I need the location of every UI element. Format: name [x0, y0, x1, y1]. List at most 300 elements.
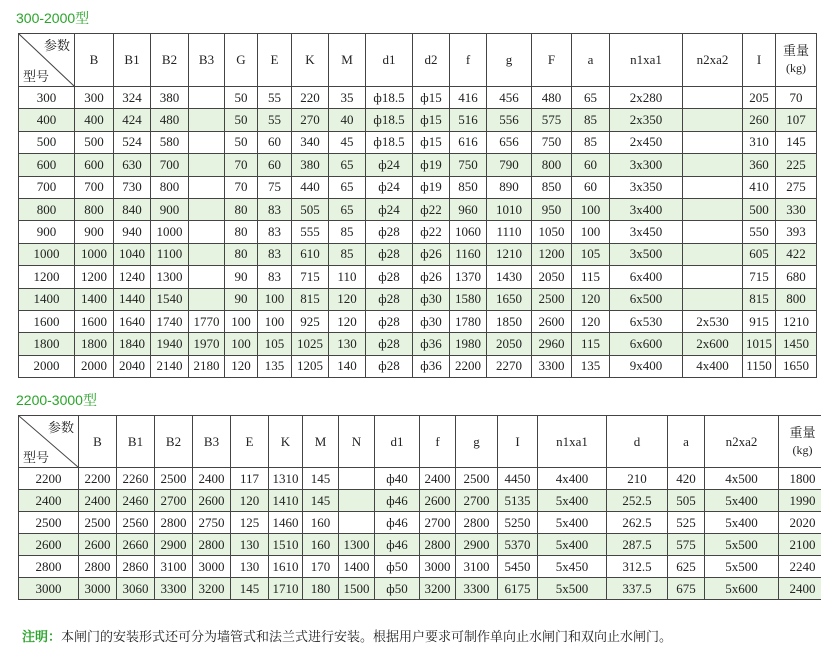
table-cell: 312.5 [607, 556, 668, 578]
table-cell: 5x500 [538, 578, 607, 600]
column-header: E [258, 34, 292, 87]
table-cell: 600 [75, 154, 114, 176]
table-cell: ф46 [375, 512, 420, 534]
table-cell: 2x450 [610, 131, 683, 153]
table-cell [189, 288, 225, 310]
table-cell: 2180 [189, 355, 225, 377]
corner-param-label: 参数 [47, 421, 74, 436]
table-cell: 2400 [193, 468, 231, 490]
table-cell: ф24 [366, 198, 413, 220]
table-cell: 3200 [420, 578, 456, 600]
table-cell: 3x300 [610, 154, 683, 176]
table-cell: ф46 [375, 534, 420, 556]
table-cell [189, 198, 225, 220]
column-header-weight: 重量 (kg) [779, 416, 821, 468]
table-cell: 2600 [193, 490, 231, 512]
table-cell: 140 [329, 355, 366, 377]
table-cell: 2500 [79, 512, 117, 534]
table-cell: 2x530 [683, 310, 743, 332]
column-header: N [339, 416, 375, 468]
table-cell: 422 [776, 243, 817, 265]
table-cell: 2800 [155, 512, 193, 534]
table-cell: 850 [532, 176, 572, 198]
table-cell: 2800 [420, 534, 456, 556]
table-cell: 60 [572, 176, 610, 198]
table-cell: 1200 [75, 266, 114, 288]
table-cell: ф26 [413, 266, 450, 288]
column-header: a [572, 34, 610, 87]
table-cell: 800 [532, 154, 572, 176]
table-cell: ф19 [413, 154, 450, 176]
table-cell: 120 [231, 490, 269, 512]
table-cell: 850 [450, 176, 487, 198]
table-cell: 5x400 [705, 490, 779, 512]
table-cell: 130 [329, 333, 366, 355]
table-cell: 260 [743, 109, 776, 131]
table-cell: 55 [258, 109, 292, 131]
table-cell: 135 [572, 355, 610, 377]
table-cell: 575 [668, 534, 705, 556]
table-cell: 337.5 [607, 578, 668, 600]
table-row [19, 578, 821, 600]
table-cell: 2400 [779, 578, 821, 600]
table-cell: 105 [258, 333, 292, 355]
table-cell: 420 [668, 468, 705, 490]
table-cell: 700 [151, 154, 189, 176]
header-corner [19, 416, 79, 468]
model-cell: 900 [19, 221, 75, 243]
table-cell: 1990 [779, 490, 821, 512]
table-cell: 2x350 [610, 109, 683, 131]
table-cell: ф24 [366, 176, 413, 198]
table-cell: 400 [75, 109, 114, 131]
table-cell: 170 [303, 556, 339, 578]
table-row [19, 490, 821, 512]
column-header: F [532, 34, 572, 87]
header-row [19, 34, 817, 87]
table-cell: 2x600 [683, 333, 743, 355]
model-cell: 3000 [19, 578, 79, 600]
table-cell: ф46 [375, 490, 420, 512]
table-cell: 107 [776, 109, 817, 131]
table-cell: 4x400 [683, 355, 743, 377]
table-cell: 800 [776, 288, 817, 310]
table-cell: 1650 [776, 355, 817, 377]
table-cell: 2260 [117, 468, 155, 490]
table-cell: 2270 [487, 355, 532, 377]
table-cell: ф50 [375, 578, 420, 600]
table-cell: 80 [225, 243, 258, 265]
table-cell: 145 [303, 468, 339, 490]
table-cell: 330 [776, 198, 817, 220]
table-cell: 2700 [456, 490, 498, 512]
column-header: g [456, 416, 498, 468]
model-cell: 1000 [19, 243, 75, 265]
table-cell: 3100 [155, 556, 193, 578]
table-row [19, 109, 817, 131]
table-cell: ф22 [413, 198, 450, 220]
table-cell: 145 [303, 490, 339, 512]
header-corner [19, 34, 75, 87]
table-cell: 2140 [151, 355, 189, 377]
table-cell: 90 [225, 288, 258, 310]
table-cell [339, 512, 375, 534]
table-cell: ф28 [366, 333, 413, 355]
table-cell: 815 [292, 288, 329, 310]
table-cell: 2200 [79, 468, 117, 490]
table-cell: ф36 [413, 333, 450, 355]
table-cell: 2960 [532, 333, 572, 355]
column-header: B [79, 416, 117, 468]
table-cell: 270 [292, 109, 329, 131]
table-cell: 2600 [532, 310, 572, 332]
table-cell: ф28 [366, 310, 413, 332]
table-cell: 6x600 [610, 333, 683, 355]
table-cell: 2900 [155, 534, 193, 556]
table-cell: 1540 [151, 288, 189, 310]
column-header: K [292, 34, 329, 87]
table-cell [189, 109, 225, 131]
table-cell: 2200 [450, 355, 487, 377]
table-cell: 100 [258, 288, 292, 310]
table-cell: 525 [668, 512, 705, 534]
table-cell: 480 [151, 109, 189, 131]
table-cell: 610 [292, 243, 329, 265]
table-cell: 5x500 [705, 534, 779, 556]
column-header: B3 [193, 416, 231, 468]
model-cell: 1200 [19, 266, 75, 288]
model-cell: 500 [19, 131, 75, 153]
table-cell: 2700 [155, 490, 193, 512]
table-cell: 100 [225, 310, 258, 332]
table-cell: 2460 [117, 490, 155, 512]
table-cell: 1160 [450, 243, 487, 265]
table-cell: 125 [231, 512, 269, 534]
table-cell: 360 [743, 154, 776, 176]
table-cell: 6175 [498, 578, 538, 600]
model-cell: 2200 [19, 468, 79, 490]
table-cell: 105 [572, 243, 610, 265]
table-cell: 1025 [292, 333, 329, 355]
table-cell: 1150 [743, 355, 776, 377]
table-row [19, 266, 817, 288]
column-header: d2 [413, 34, 450, 87]
table-cell: 120 [329, 310, 366, 332]
table-cell: 85 [329, 221, 366, 243]
table-cell: 1800 [75, 333, 114, 355]
column-header-weight: 重量 (kg) [776, 34, 817, 87]
table-cell [189, 176, 225, 198]
table-cell: 505 [668, 490, 705, 512]
table-cell: 790 [487, 154, 532, 176]
table-cell: 80 [225, 198, 258, 220]
table-cell: 925 [292, 310, 329, 332]
table-cell: 145 [231, 578, 269, 600]
table-cell: ф15 [413, 87, 450, 109]
table-cell: ф28 [366, 266, 413, 288]
table-cell: 630 [114, 154, 151, 176]
table-cell: 40 [329, 109, 366, 131]
table-cell: 50 [225, 109, 258, 131]
table-cell: 2050 [487, 333, 532, 355]
corner-param-label: 参数 [43, 39, 70, 54]
table-cell: 83 [258, 221, 292, 243]
table-cell: 120 [572, 288, 610, 310]
table-cell: 60 [572, 154, 610, 176]
table-cell: 1800 [779, 468, 821, 490]
column-header: B1 [114, 34, 151, 87]
model-cell: 700 [19, 176, 75, 198]
table-cell: 1500 [339, 578, 375, 600]
table-cell: 960 [450, 198, 487, 220]
table-cell: 145 [776, 131, 817, 153]
table-cell: 1400 [75, 288, 114, 310]
model-cell: 1400 [19, 288, 75, 310]
table-cell: 65 [572, 87, 610, 109]
table-cell: 2860 [117, 556, 155, 578]
column-header: n2xa2 [683, 34, 743, 87]
table-cell: 2660 [117, 534, 155, 556]
column-header: I [498, 416, 538, 468]
table-cell: 800 [151, 176, 189, 198]
table-cell: ф28 [366, 355, 413, 377]
table-cell: 1370 [450, 266, 487, 288]
table-cell: 55 [258, 87, 292, 109]
table1-title: 300-2000型 [16, 10, 90, 26]
table-cell: 416 [450, 87, 487, 109]
table-cell: 3000 [193, 556, 231, 578]
table-cell: 556 [487, 109, 532, 131]
table-cell: 3x450 [610, 221, 683, 243]
table-cell: 70 [776, 87, 817, 109]
column-header: G [225, 34, 258, 87]
table-cell: 65 [329, 154, 366, 176]
table-cell: 100 [572, 221, 610, 243]
table-cell: 70 [225, 154, 258, 176]
table-cell: 90 [225, 266, 258, 288]
table-cell: 2240 [779, 556, 821, 578]
table-cell: 1640 [114, 310, 151, 332]
spec-table-300-2000 [18, 33, 817, 378]
table-cell: 205 [743, 87, 776, 109]
table-cell: 1000 [75, 243, 114, 265]
model-cell: 1800 [19, 333, 75, 355]
table-cell: 1060 [450, 221, 487, 243]
table-row [19, 154, 817, 176]
table-cell: 380 [151, 87, 189, 109]
table-cell: ф30 [413, 310, 450, 332]
table-cell [189, 266, 225, 288]
table-cell: 2500 [155, 468, 193, 490]
table-cell: 715 [292, 266, 329, 288]
table-cell: 2750 [193, 512, 231, 534]
table-cell: 516 [450, 109, 487, 131]
table-cell: 262.5 [607, 512, 668, 534]
table-cell: ф26 [413, 243, 450, 265]
note [22, 626, 672, 645]
table-cell: 815 [743, 288, 776, 310]
table-cell: 1780 [450, 310, 487, 332]
table-cell: 100 [572, 198, 610, 220]
table-cell: 5x600 [705, 578, 779, 600]
table-cell: 550 [743, 221, 776, 243]
table-cell: 45 [329, 131, 366, 153]
table-cell: 2500 [532, 288, 572, 310]
table-cell: 6x500 [610, 288, 683, 310]
table-cell: 1040 [114, 243, 151, 265]
table-cell: 287.5 [607, 534, 668, 556]
table-cell: 6x530 [610, 310, 683, 332]
table-cell: 656 [487, 131, 532, 153]
table-cell: 160 [303, 512, 339, 534]
table-cell: 2600 [420, 490, 456, 512]
model-cell: 800 [19, 198, 75, 220]
table-cell: 1400 [339, 556, 375, 578]
table-cell: 1510 [269, 534, 303, 556]
table-cell: 900 [151, 198, 189, 220]
table-cell: 675 [668, 578, 705, 600]
table-cell: 117 [231, 468, 269, 490]
table-cell: 480 [532, 87, 572, 109]
table-cell: 393 [776, 221, 817, 243]
table-cell [189, 154, 225, 176]
table-cell: ф22 [413, 221, 450, 243]
table-cell: 730 [114, 176, 151, 198]
table-cell: 1600 [75, 310, 114, 332]
table-cell: 110 [329, 266, 366, 288]
table-cell: 500 [743, 198, 776, 220]
table-cell: 115 [572, 333, 610, 355]
table-cell: 4450 [498, 468, 538, 490]
column-header: f [420, 416, 456, 468]
table-cell: 1410 [269, 490, 303, 512]
table-cell: 1100 [151, 243, 189, 265]
table-cell [683, 154, 743, 176]
table-cell: 2500 [456, 468, 498, 490]
table-cell: 1650 [487, 288, 532, 310]
table-cell: 2800 [79, 556, 117, 578]
table-cell: 3x400 [610, 198, 683, 220]
table-cell: 2400 [79, 490, 117, 512]
table-cell: 1440 [114, 288, 151, 310]
table-cell [189, 131, 225, 153]
table-cell: ф18.5 [366, 87, 413, 109]
table-cell: 3060 [117, 578, 155, 600]
table-cell: 83 [258, 243, 292, 265]
table-cell: 83 [258, 198, 292, 220]
model-cell: 2500 [19, 512, 79, 534]
model-cell: 2800 [19, 556, 79, 578]
table-cell: 2900 [456, 534, 498, 556]
table-cell [683, 243, 743, 265]
table-cell: 2050 [532, 266, 572, 288]
table2-title: 2200-3000型 [16, 392, 97, 408]
corner-model-label: 型号 [23, 451, 50, 466]
table-row [19, 355, 817, 377]
model-cell: 2000 [19, 355, 75, 377]
column-header: B2 [151, 34, 189, 87]
table-cell: 135 [258, 355, 292, 377]
table-cell: 1210 [487, 243, 532, 265]
table-cell: 130 [231, 556, 269, 578]
table-cell: 3200 [193, 578, 231, 600]
model-cell: 2400 [19, 490, 79, 512]
table-cell: 1310 [269, 468, 303, 490]
column-header: M [329, 34, 366, 87]
table-cell [683, 109, 743, 131]
table-cell: 3300 [532, 355, 572, 377]
table-cell [683, 131, 743, 153]
table-row [19, 556, 821, 578]
table-cell: 1940 [151, 333, 189, 355]
table-cell: 300 [75, 87, 114, 109]
table-cell: ф40 [375, 468, 420, 490]
table-cell: 3100 [456, 556, 498, 578]
table-cell: 500 [75, 131, 114, 153]
model-cell: 300 [19, 87, 75, 109]
table-cell: 3300 [155, 578, 193, 600]
table-cell: ф30 [413, 288, 450, 310]
column-header: M [303, 416, 339, 468]
column-header: d1 [366, 34, 413, 87]
table-cell: ф18.5 [366, 131, 413, 153]
table-cell: 2560 [117, 512, 155, 534]
table-cell: 3300 [456, 578, 498, 600]
column-header: g [487, 34, 532, 87]
table-cell: 2600 [79, 534, 117, 556]
table-cell: 2040 [114, 355, 151, 377]
table-cell: 160 [303, 534, 339, 556]
table-cell: 275 [776, 176, 817, 198]
note-label: 注明： [22, 630, 62, 645]
table-cell: ф28 [366, 221, 413, 243]
column-header: E [231, 416, 269, 468]
table-row [19, 333, 817, 355]
table-cell: 4x500 [705, 468, 779, 490]
table-cell: 3x500 [610, 243, 683, 265]
column-header: n1xa1 [538, 416, 607, 468]
table-cell: 1980 [450, 333, 487, 355]
table-cell: 60 [258, 154, 292, 176]
table-cell [683, 176, 743, 198]
table-row [19, 87, 817, 109]
table-cell: 130 [231, 534, 269, 556]
model-cell: 1600 [19, 310, 75, 332]
table-cell: 2020 [779, 512, 821, 534]
table-cell: 80 [225, 221, 258, 243]
table-cell: 1050 [532, 221, 572, 243]
header-row [19, 416, 821, 468]
column-header: K [269, 416, 303, 468]
table-cell: 120 [225, 355, 258, 377]
table-cell: ф24 [366, 154, 413, 176]
model-cell: 400 [19, 109, 75, 131]
table-cell: 3x350 [610, 176, 683, 198]
table-row [19, 221, 817, 243]
table-cell [683, 266, 743, 288]
table-cell: 555 [292, 221, 329, 243]
table-cell: 1460 [269, 512, 303, 534]
table-cell: 5x400 [538, 534, 607, 556]
table-cell: 2000 [75, 355, 114, 377]
table-cell: 85 [329, 243, 366, 265]
table-cell: 380 [292, 154, 329, 176]
table-row [19, 176, 817, 198]
table-cell: 580 [151, 131, 189, 153]
table-cell: 605 [743, 243, 776, 265]
table-cell: 5135 [498, 490, 538, 512]
table-cell: 50 [225, 131, 258, 153]
